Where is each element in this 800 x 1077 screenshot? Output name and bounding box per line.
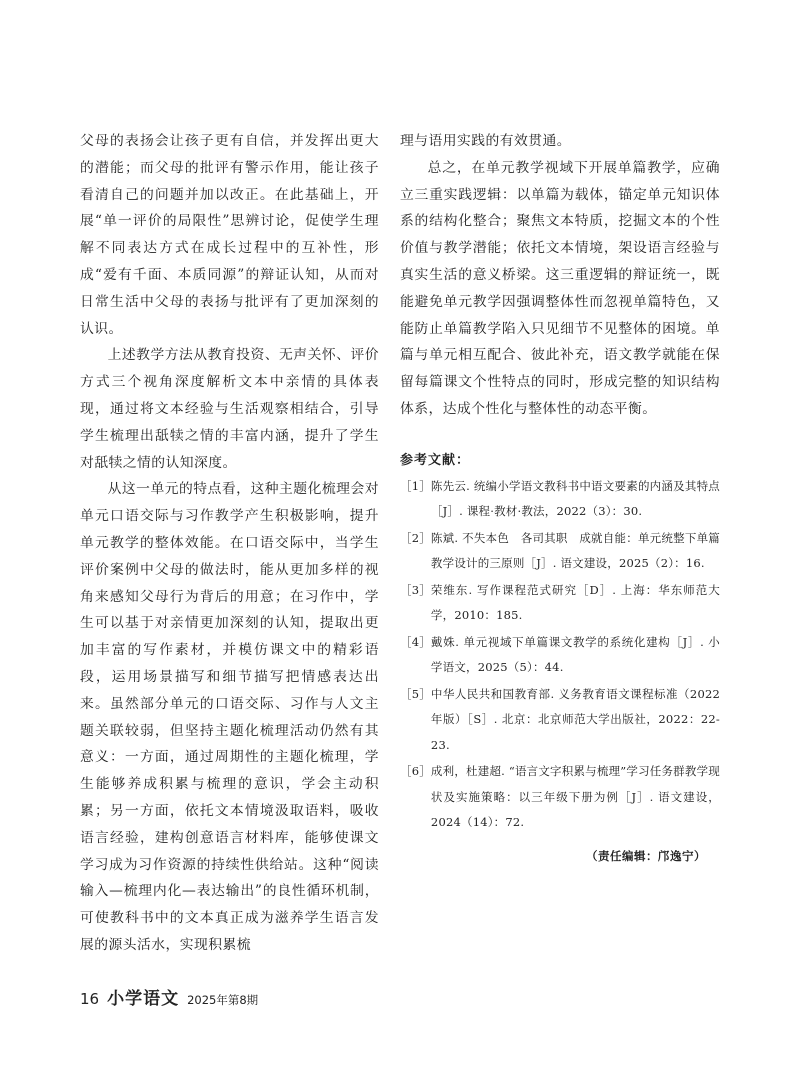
reference-item: [400, 759, 720, 836]
page-footer: [80, 984, 258, 1009]
reference-text: 成利，杜建超. “语言文字积累与梳理”学习任务群教学现状及实施策略：以三年级下册为例［J］. 语文建设，2024（14）：72.: [430, 764, 720, 830]
reference-item: [400, 630, 720, 681]
conclusion-paragraph: 总之，在单元教学视域下开展单篇教学，应确立三重实践逻辑：以单篇为载体，锚定单元知识体系的结构化整合；聚焦文本特质，挖掘文本的个性价值与教学潜能；依托文本情境，架设语言经验与真实生活的意义桥梁。这三重逻辑的辩证统一，既能避免单元教学因强调整体性而忽视单篇特色，又能防止单篇教学陷入只见细节不见整体的困境。单篇与单元相互配合、彼此补充，语文教学就能在保留每篇课文个性特点的同时，形成完整的知识结构体系，达成个性化与整体性的动态平衡。: [400, 159, 720, 417]
magazine-logo: 小学语文: [107, 989, 180, 1009]
body-paragraph: 从这一单元的特点看，这种主题化梳理会对单元口语交际与习作教学产生积极影响，提升单元教学的整体效能。在口语交际中，当学生评价案例中父母的做法时，能从更加多样的视角来感知父母行为背后的用意；在习作中，学生可以基于对亲情更加深刻的认知，提取出更加丰富的写作素材，并模仿课文中的精彩语段，运用场景描写和细节描写把情感表达出来。虽然部分单元的口语交际、习作与人文主题关联较弱，但坚持主题化梳理活动仍然有其意义：一方面，通过周期性的主题化梳理，学生能够养成积累与梳理的意识，学会主动积累；另一方面，依托文本情境汲取语料，吸收语言经验，建构创意语言材料库，能够使课文学习成为习作资源的持续性供给站。这种“阅读输入—梳理内化—表达输出”的良性循环机制，可使教科书中的文本真正成为滋养学生语言发展的源头活水，实现积累梳: [80, 481, 379, 953]
reference-item: [400, 578, 720, 629]
reference-number: ［2］: [400, 530, 431, 545]
reference-number: ［3］: [400, 582, 431, 597]
page-number: 16: [80, 990, 100, 1008]
right-column: [400, 128, 720, 864]
editor-note: （责任编辑：邝逸宁）: [586, 848, 706, 863]
left-column: [80, 128, 379, 959]
continuation-paragraph: 理与语用实践的有效贯通。: [400, 133, 571, 149]
body-paragraph: 父母的表扬会让孩子更有自信，并发挥出更大的潜能；而父母的批评有警示作用，能让孩子看清自己的问题并加以改正。在此基础上，开展“单一评价的局限性”思辨讨论，促使学生理解不同表达方式在成长过程中的互补性，形成“爱有千面、本质同源”的辩证认知，从而对日常生活中父母的表扬与批评有了更加深刻的认识。: [80, 133, 379, 337]
reference-number: ［6］: [400, 764, 431, 779]
reference-number: ［4］: [400, 634, 431, 649]
reference-number: ［1］: [400, 478, 431, 493]
reference-text: 中华人民共和国教育部. 义务教育语文课程标准（2022年版）［S］. 北京：北京师范大学出版社，2022：22-23.: [430, 686, 720, 752]
reference-item: [400, 474, 720, 525]
reference-item: [400, 682, 720, 759]
reference-text: 陈斌. 不失本色 各司其职 成就自能：单元统整下单篇教学设计的三原则［J］. 语文建设，2025（2）：16.: [430, 530, 720, 571]
reference-number: ［5］: [400, 686, 431, 701]
references-heading: 参考文献：: [400, 452, 471, 468]
references-list: [400, 474, 720, 836]
issue-label: 2025年第8期: [187, 993, 259, 1007]
body-paragraph: 上述教学方法从教育投资、无声关怀、评价方式三个视角深度解析文本中亲情的具体表现，通过将文本经验与生活观察相结合，引导学生梳理出舐犊之情的丰富内涵，提升了学生对舐犊之情的认知深度。: [80, 347, 379, 471]
reference-text: 戴姝. 单元视域下单篇课文教学的系统化建构［J］. 小学语文，2025（5）：44.: [430, 634, 720, 675]
reference-item: [400, 526, 720, 577]
reference-text: 陈先云. 统编小学语文教科书中语文要素的内涵及其特点［J］. 课程·教材·教法，2022（3）：30.: [430, 478, 720, 519]
reference-text: 荣维东. 写作课程范式研究［D］. 上海：华东师范大学，2010：185.: [430, 582, 720, 623]
